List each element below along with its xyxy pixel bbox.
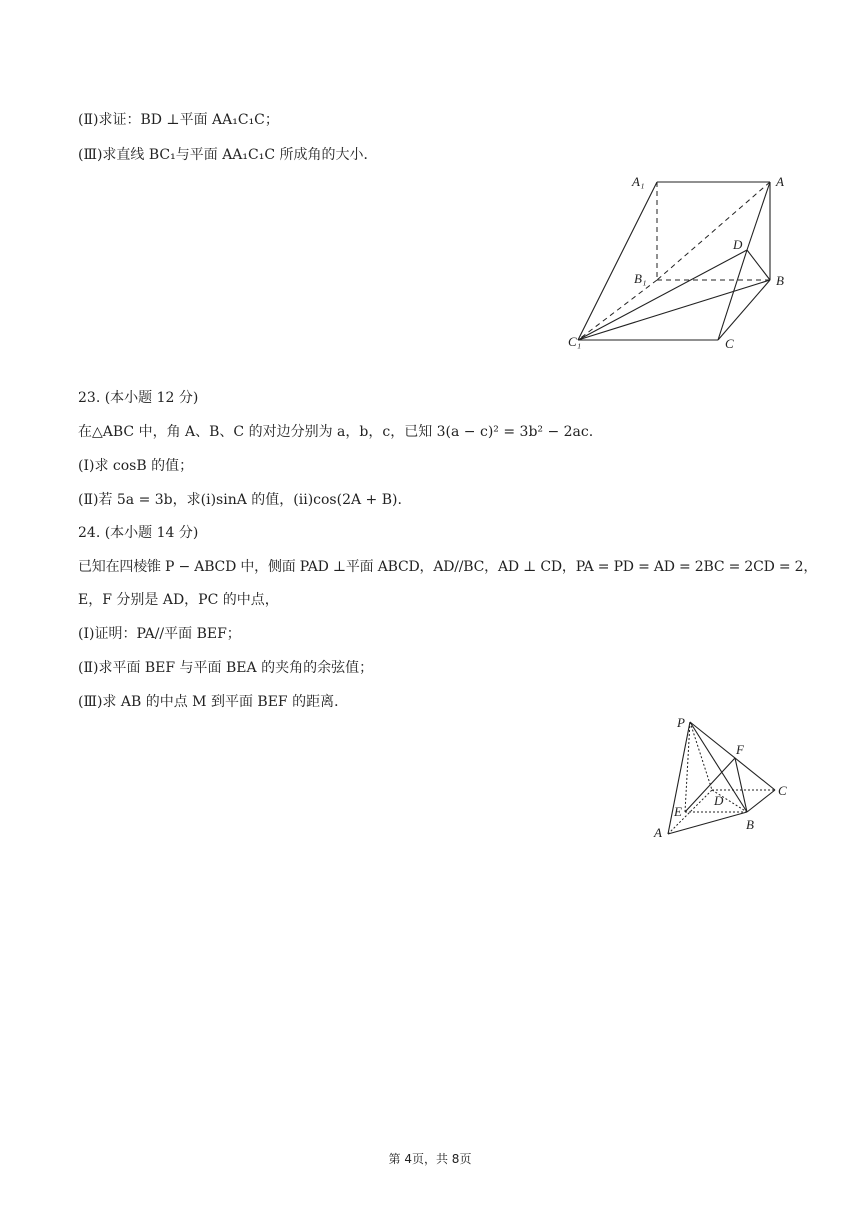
label-f: F xyxy=(736,742,744,757)
q24-header: 24. (本小题 14 分) xyxy=(78,525,199,541)
edge-b1-c1-hidden xyxy=(578,280,657,340)
edge-p-d-hidden xyxy=(690,722,712,790)
q24-stem-line1: 已知在四棱锥 P − ABCD 中，侧面 PAD ⊥平面 ABCD，AD//BC，AD ⊥ CD，PA = PD = AD = 2BC = 2CD = 2， xyxy=(78,559,818,575)
label-a: A xyxy=(654,825,662,840)
label-a1: A₁ xyxy=(632,174,645,189)
label-b1: B₁ xyxy=(634,271,647,286)
label-e: E xyxy=(674,804,682,819)
pyramid-figure xyxy=(650,712,800,842)
edge-b-c xyxy=(747,790,775,812)
edge-p-c xyxy=(690,722,775,790)
edge-c-b xyxy=(718,280,770,340)
page-footer: 第 4页，共 8页 xyxy=(388,1152,472,1166)
q23-part2: (Ⅱ)若 5a = 3b，求(i)sinA 的值，(ii)cos(2A + B). xyxy=(78,492,402,508)
q24-stem-line2: E，F 分别是 AD，PC 的中点， xyxy=(78,592,279,608)
label-c: C xyxy=(725,336,734,351)
q22-part3: (Ⅲ)求直线 BC₁与平面 AA₁C₁C 所成角的大小． xyxy=(78,147,378,163)
q24-part3: (Ⅲ)求 AB 的中点 M 到平面 BEF 的距离． xyxy=(78,694,349,710)
label-d: D xyxy=(714,793,724,808)
label-d: D xyxy=(733,237,743,252)
label-c1: C₁ xyxy=(568,334,582,349)
q24-part2: (Ⅱ)求平面 BEF 与平面 BEA 的夹角的余弦值； xyxy=(78,660,374,676)
edge-d-b xyxy=(747,250,770,280)
q23-header: 23. (本小题 12 分) xyxy=(78,390,199,406)
prism-figure xyxy=(570,165,800,355)
q23-part1: (Ⅰ)求 cosB 的值； xyxy=(78,458,194,474)
edge-a1-c1 xyxy=(578,182,657,340)
q22-part2: (Ⅱ)求证：BD ⊥平面 AA₁C₁C； xyxy=(78,112,279,128)
label-c: C xyxy=(778,783,787,798)
label-b: B xyxy=(746,817,754,832)
label-b: B xyxy=(776,273,784,288)
label-p: P xyxy=(677,715,685,730)
edge-a-d xyxy=(747,182,770,250)
label-a: A xyxy=(776,174,784,189)
edge-e-f xyxy=(685,758,735,812)
q24-part1: (Ⅰ)证明：PA//平面 BEF； xyxy=(78,626,241,642)
q23-stem: 在△ABC 中，角 A、B、C 的对边分别为 a，b，c，已知 3(a − c)² = 3b² − 2ac. xyxy=(78,424,594,440)
